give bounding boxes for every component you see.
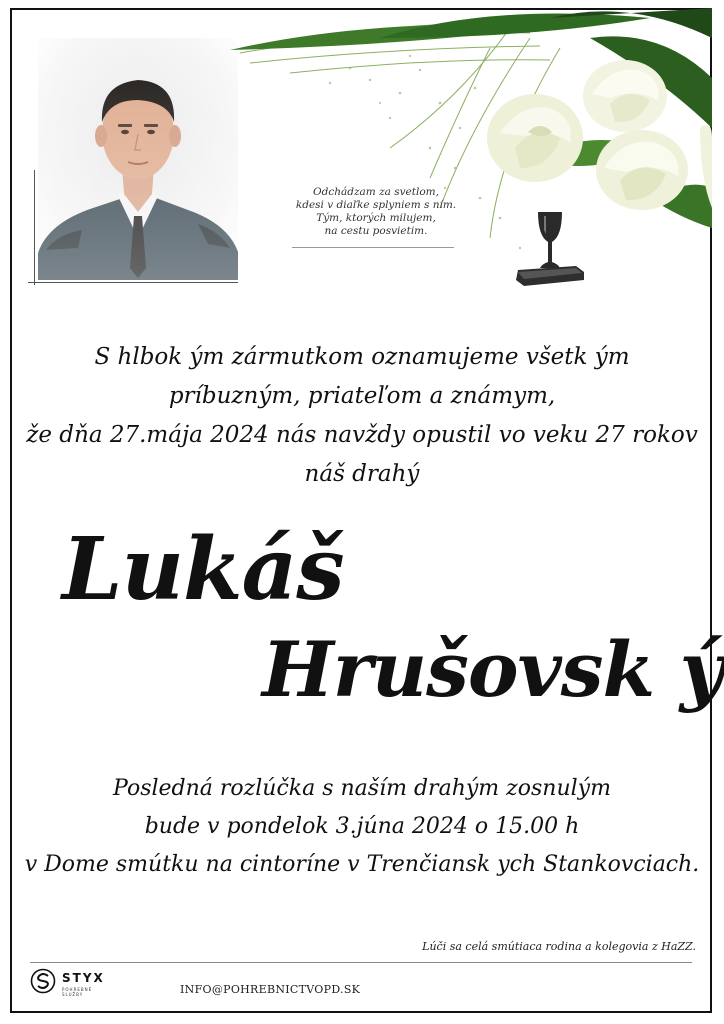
photo-frame-line	[28, 282, 238, 283]
announcement	[20, 338, 704, 494]
announcement-line: náš drahý	[304, 461, 420, 487]
poem-underline	[292, 247, 454, 248]
portrait-photo	[38, 38, 238, 280]
styx-logo-icon	[30, 968, 56, 994]
contact-email: INFO@POHREBNICTVOPD.SK	[180, 983, 361, 996]
announcement-line: príbuzným, priateľom a známym,	[168, 383, 556, 409]
poem	[292, 186, 460, 238]
deceased-first-name: Lukáš	[62, 519, 344, 620]
ceremony-line: bude v pondelok 3.júna 2024 o 15.00 h	[144, 814, 580, 839]
styx-logo	[30, 968, 110, 1000]
logo-subtext: POHREBNÉ SLUŽBY	[62, 987, 93, 997]
logo-text: STYX	[62, 971, 105, 985]
poem-line: kdesi v diaľke splyniem s ním.	[295, 199, 457, 211]
ceremony-line: Posledná rozlúčka s naším drahým zosnulým	[113, 776, 611, 801]
announcement-line: S hlbok ým zármutkom oznamujeme všetk ým	[94, 344, 630, 370]
ceremony-details	[20, 770, 704, 884]
chalice-on-book-icon	[514, 210, 586, 290]
photo-frame-line	[34, 170, 35, 285]
ceremony-line: v Dome smútku na cintoríne v Trenčiansk ych Stankovciach.	[24, 852, 700, 877]
footer-divider	[30, 962, 692, 963]
family-note: Lúči sa celá smútiaca rodina a kolegovia z HaZZ.	[422, 940, 696, 953]
poem-line: Tým, ktorých milujem,	[316, 212, 436, 224]
announcement-line: že dňa 27.mája 2024 nás navždy opustil vo veku 27 rokov	[26, 422, 698, 448]
poem-line: Odchádzam za svetlom,	[313, 186, 439, 198]
deceased-last-name: Hrušovsk ý	[262, 625, 723, 714]
poem-line: na cestu posvietim.	[324, 225, 428, 237]
white-roses-decoration	[230, 8, 712, 288]
